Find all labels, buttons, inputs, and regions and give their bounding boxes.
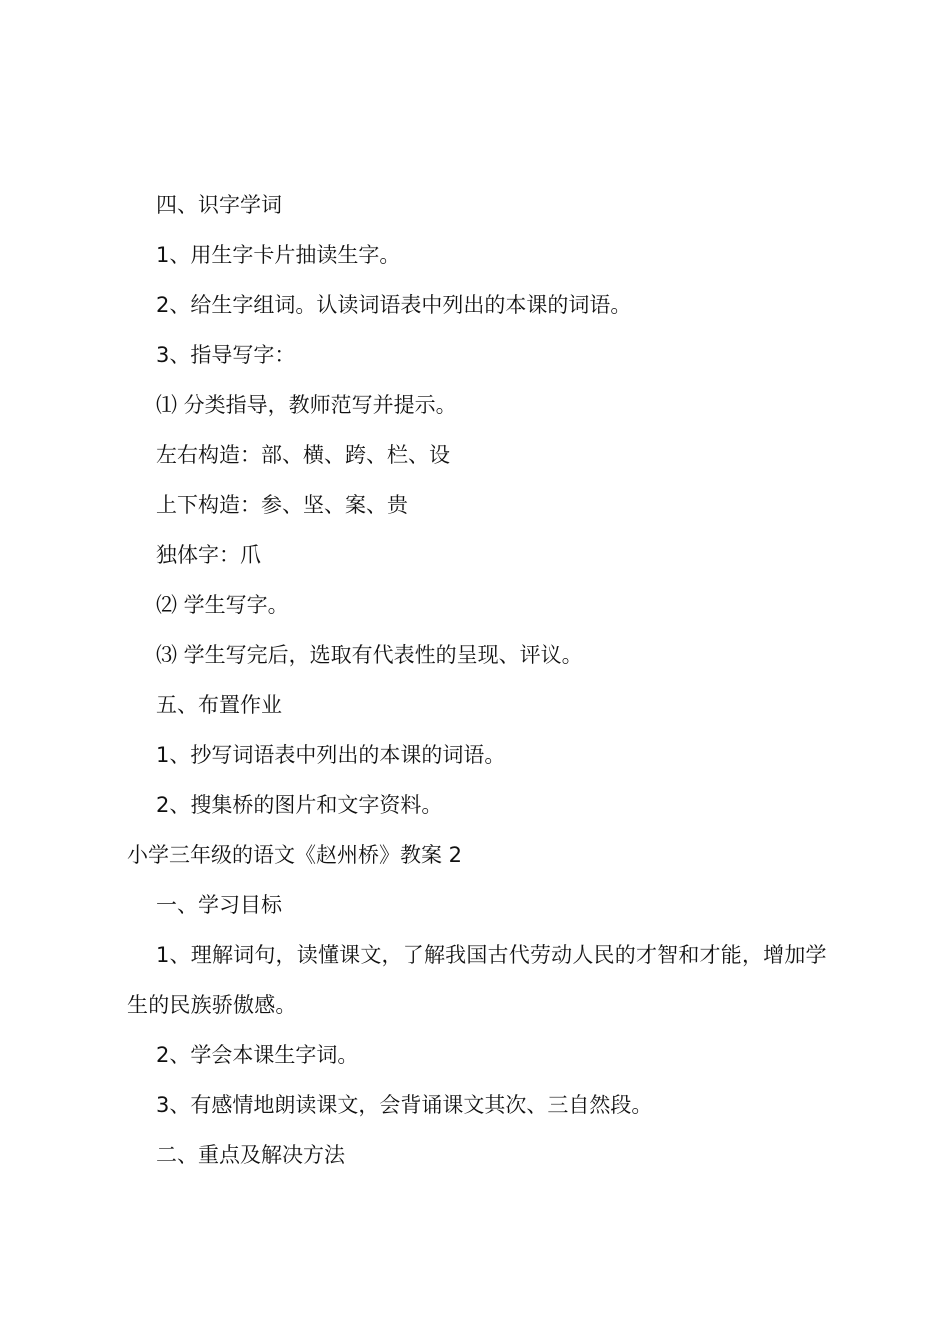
sub-list-item: ⑵ 学生写字。 xyxy=(156,593,289,617)
sub-list-item: ⑶ 学生写完后，选取有代表性的呈现、评议。 xyxy=(156,643,583,667)
sub-list-item: ⑴ 分类指导，教师范写并提示。 xyxy=(156,393,457,417)
list-item: 1、抄写词语表中列出的本课的词语。 xyxy=(156,743,506,767)
list-item: 1、用生字卡片抽读生字。 xyxy=(156,243,401,267)
list-item: 2、学会本课生字词。 xyxy=(156,1043,359,1067)
section-heading-homework: 五、布置作业 xyxy=(156,693,282,717)
paragraph: 上下构造：参、坚、案、贵 xyxy=(156,493,408,517)
objective-paragraph: 1、理解词句，读懂课文，了解我国古代劳动人民的才智和才能，增加学生的民族骄傲感。 xyxy=(127,943,827,1017)
list-item: 2、搜集桥的图片和文字资料。 xyxy=(156,793,443,817)
section-heading-key-points: 二、重点及解决方法 xyxy=(156,1143,345,1167)
list-item: 3、有感情地朗读课文，会背诵课文其次、三自然段。 xyxy=(156,1093,653,1117)
section-heading-objectives: 一、学习目标 xyxy=(156,893,282,917)
paragraph: 独体字：爪 xyxy=(156,543,261,567)
section-heading-literacy: 四、识字学词 xyxy=(156,193,282,217)
document-body xyxy=(127,180,832,1180)
document-title: 小学三年级的语文《赵州桥》教案 2 xyxy=(127,843,463,867)
list-item: 3、指导写字： xyxy=(156,343,296,367)
list-item: 2、给生字组词。认读词语表中列出的本课的词语。 xyxy=(156,293,632,317)
paragraph: 左右构造：部、横、跨、栏、设 xyxy=(156,443,450,467)
